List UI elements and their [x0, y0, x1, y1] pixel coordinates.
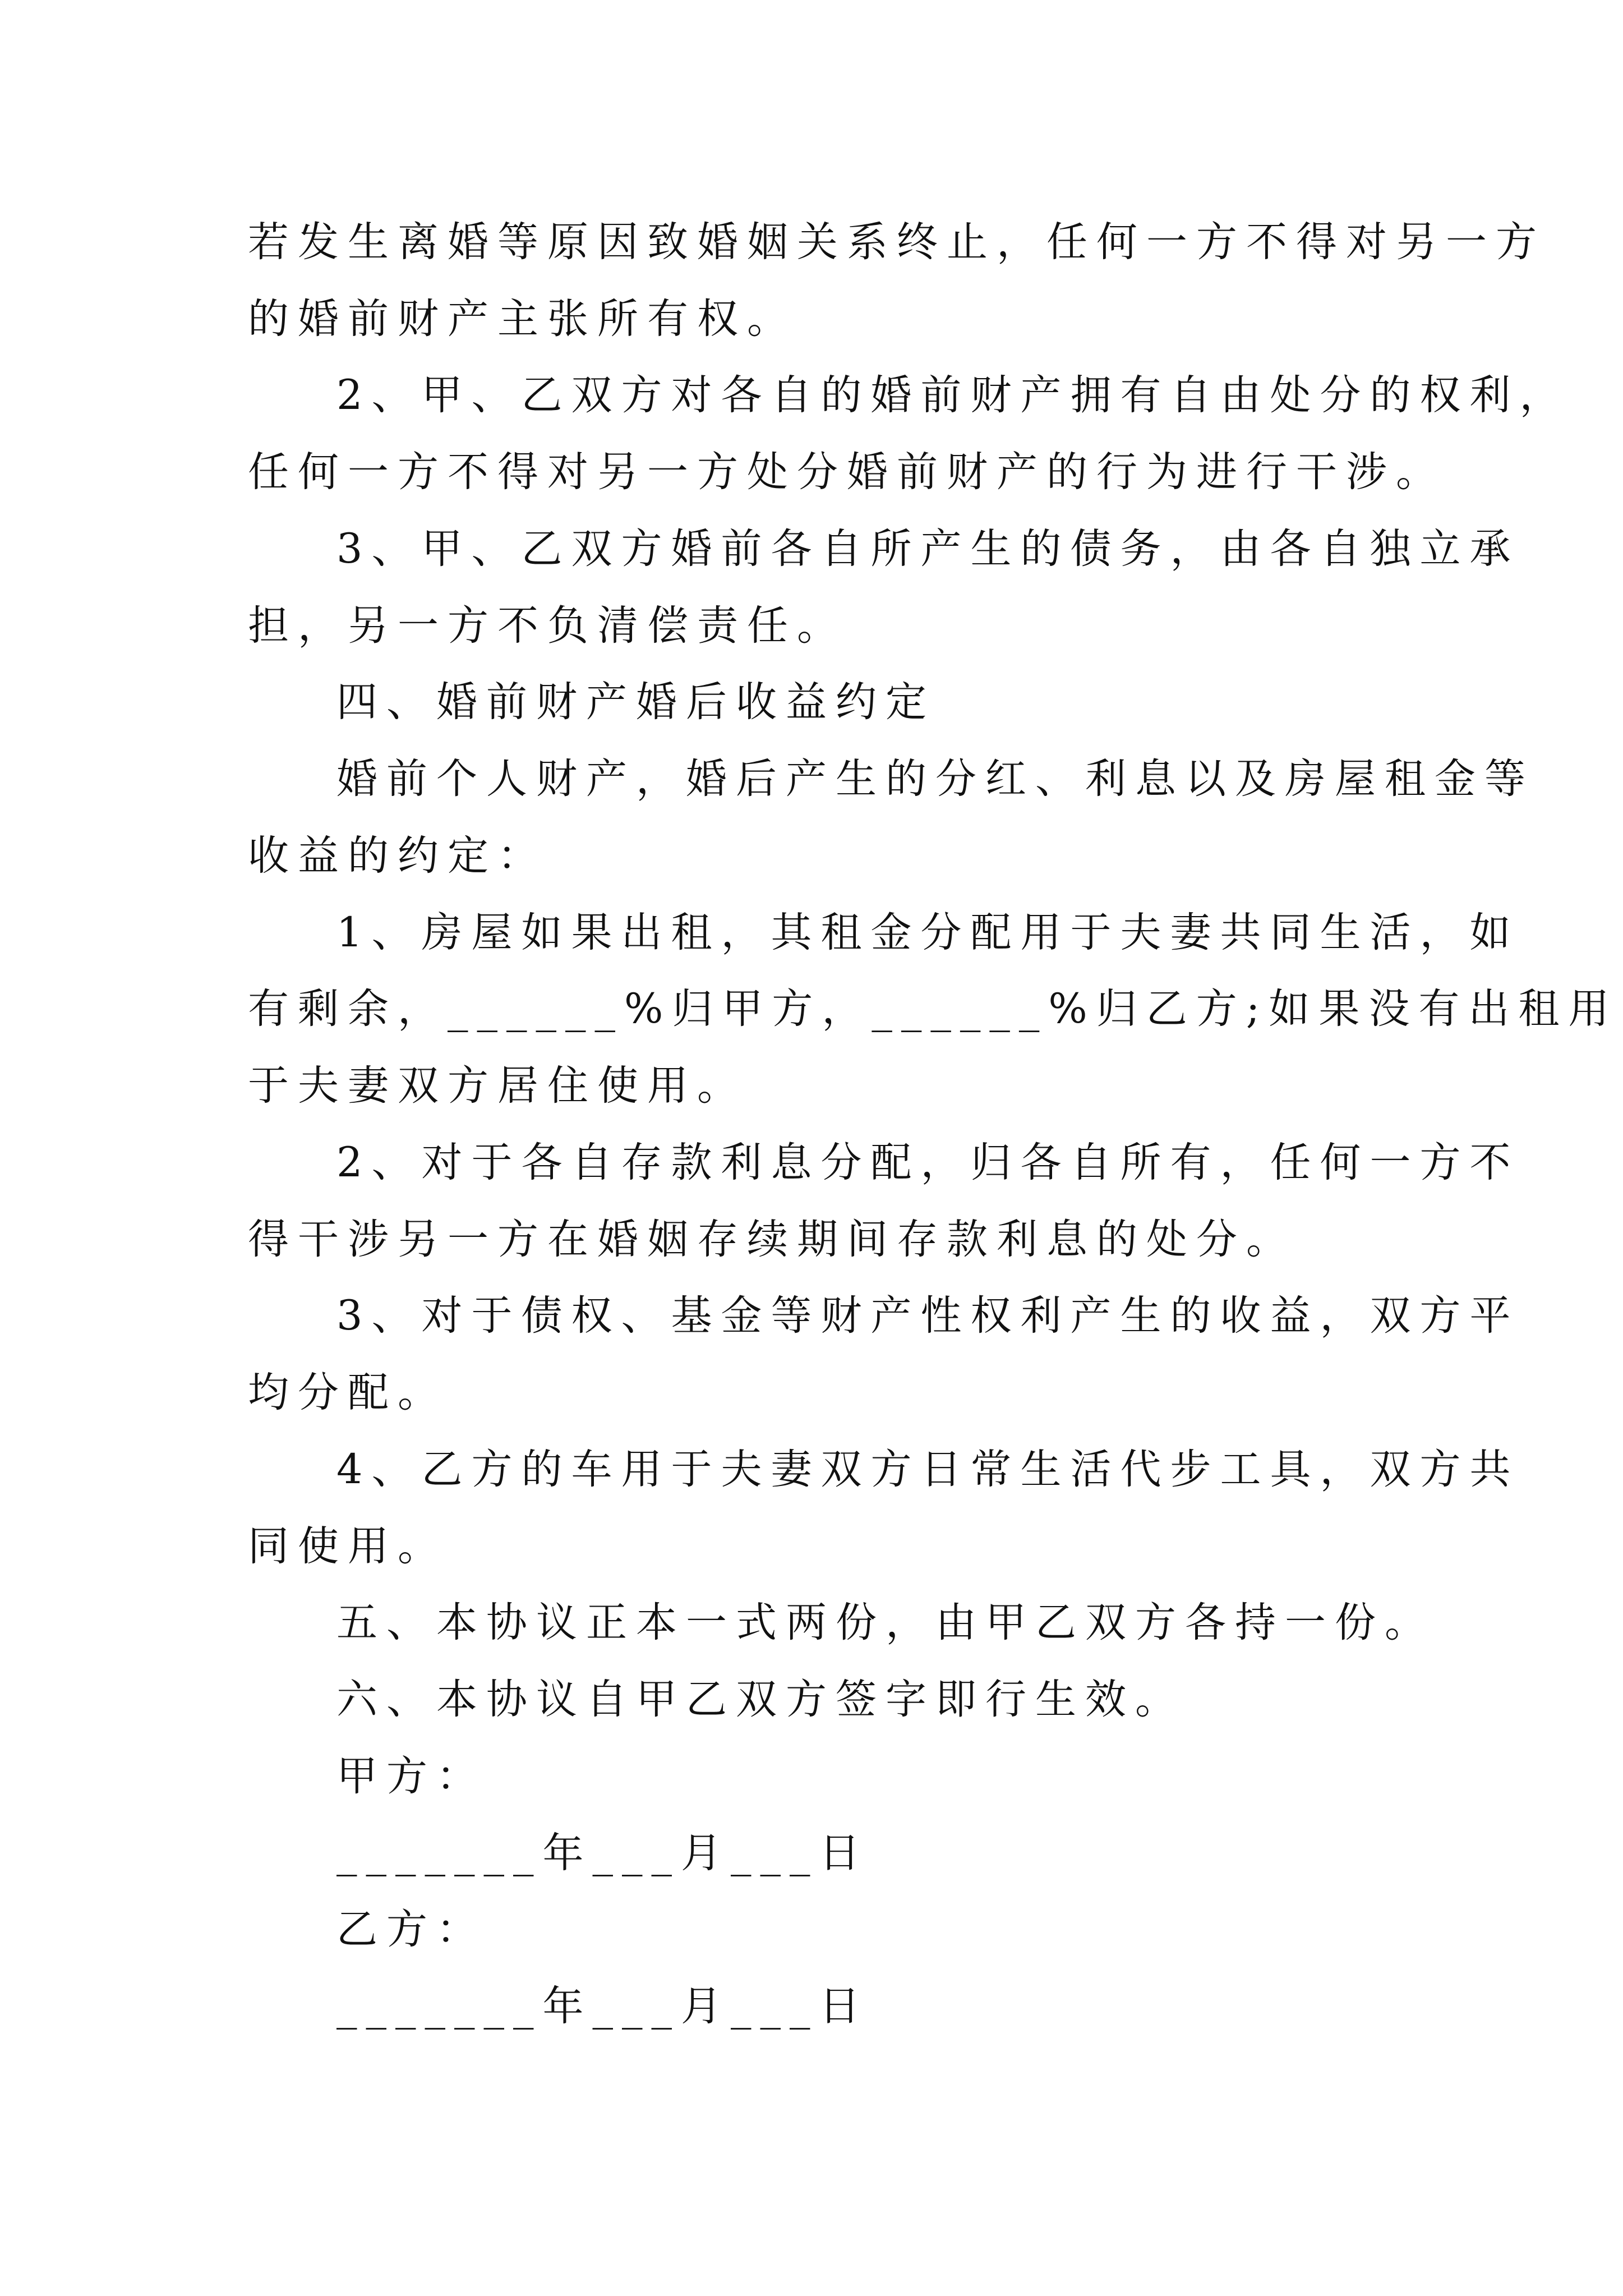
text-line: 3、甲、乙双方婚前各自所产生的债务，由各自独立承: [336, 525, 1520, 573]
party-b-label: 乙方：: [336, 1906, 486, 1953]
text-line: 有剩余，______%归甲方，______%归乙方;如果没有出租用: [248, 985, 1619, 1033]
section-heading: 六、本协议自甲乙双方签字即行生效。: [336, 1676, 1185, 1723]
text-line: 若发生离婚等原因致婚姻关系终止，任何一方不得对另一方: [248, 218, 1546, 266]
text-line: 得干涉另一方在婚姻存续期间存款利息的处分。: [248, 1216, 1296, 1263]
party-b-date: _______年___月___日: [336, 1982, 869, 2030]
text-line: 2、甲、乙双方对各自的婚前财产拥有自由处分的权利，: [336, 371, 1570, 419]
text-line: 担，另一方不负清偿责任。: [248, 602, 847, 650]
text-line: 4、乙方的车用于夫妻双方日常生活代步工具，双方共: [336, 1446, 1520, 1493]
text-line: 任何一方不得对另一方处分婚前财产的行为进行干涉。: [248, 448, 1446, 496]
section-heading: 四、婚前财产婚后收益约定: [336, 678, 935, 726]
text-line: 婚前个人财产，婚后产生的分红、利息以及房屋租金等: [336, 755, 1534, 803]
text-line: 均分配。: [248, 1369, 448, 1416]
text-line: 同使用。: [248, 1522, 448, 1570]
party-a-date: _______年___月___日: [336, 1829, 869, 1877]
party-a-label: 甲方：: [336, 1752, 486, 1800]
text-line: 1、房屋如果出租，其租金分配用于夫妻共同生活，如: [336, 909, 1520, 956]
section-heading: 五、本协议正本一式两份，由甲乙双方各持一份。: [336, 1599, 1435, 1646]
text-line: 于夫妻双方居住使用。: [248, 1062, 747, 1110]
text-line: 3、对于债权、基金等财产性权利产生的收益，双方平: [336, 1292, 1520, 1340]
text-line: 收益的约定：: [248, 832, 547, 880]
text-line: 2、对于各自存款利息分配，归各自所有，任何一方不: [336, 1139, 1520, 1186]
text-line: 的婚前财产主张所有权。: [248, 295, 797, 343]
